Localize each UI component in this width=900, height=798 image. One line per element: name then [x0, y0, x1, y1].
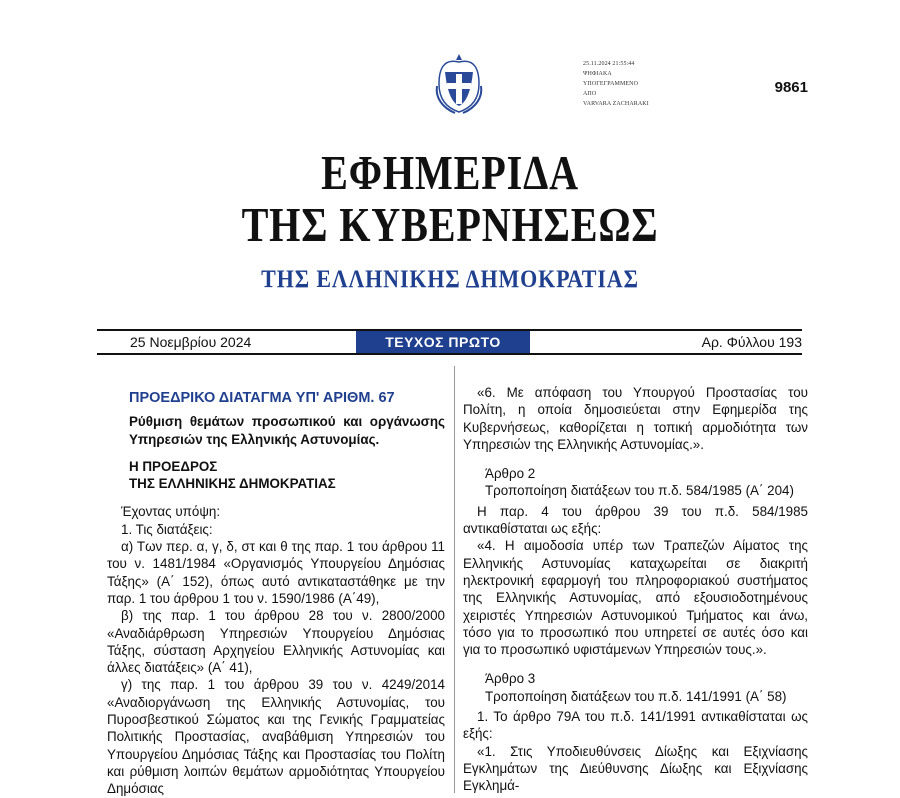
article-title: Άρθρο 2	[485, 466, 536, 482]
article-subtitle: Τροποποίηση διατάξεων του π.δ. 141/1991 (Α΄ 58)	[485, 688, 787, 704]
president-heading-1: Η ΠΡΟΕΔΡΟΣ	[129, 458, 218, 474]
issue-volume-badge: ΤΕΥΧΟΣ ΠΡΩΤΟ	[356, 331, 530, 353]
signature-line: ΨΗΦΙΑΚΑ	[583, 71, 612, 77]
having-regard: Έχοντας υπόψη:	[121, 504, 221, 520]
provision-item: β) της παρ. 1 του άρθρου 28 του ν. 2800/2000 «Αναδιάρθρωση Υπηρεσιών Υπουργείου Δημόσιας Τάξης, σύσταση Αρχηγείου Ελληνικής Αστυνομίας και άλλες διατάξεις» (Α΄ 41),	[107, 608, 445, 676]
masthead-title-line3: ΤΗΣ ΕΛΛΗΝΙΚΗΣ ΔΗΜΟΚΡΑΤΙΑΣ	[261, 266, 639, 293]
paragraph: «6. Με απόφαση του Υπουργού Προστασίας του Πολίτη, η οποία δημοσιεύεται στην Εφημερίδα της Κυβερνήσεως, καθορίζεται η τοπική αρμοδιότητα των Υπηρεσιών της Ελληνικής Αστυνομίας.».	[463, 385, 808, 452]
coat-of-arms-icon	[433, 50, 485, 116]
left-column	[107, 390, 445, 798]
decree-title: ΠΡΟΕΔΡΙΚΟ ΔΙΑΤΑΓΜΑ ΥΠ' ΑΡΙΘΜ. 67	[129, 390, 395, 406]
paragraph: Η παρ. 4 του άρθρου 39 του π.δ. 584/1985 αντικαθίσταται ως εξής:	[463, 503, 808, 537]
issue-date: 25 Νοεμβρίου 2024	[130, 334, 252, 350]
provision-item: γ) της παρ. 1 του άρθρου 39 του ν. 4249/2014 «Αναδιοργάνωση της Ελληνικής Αστυνομίας, του Πυροσβεστικού Σώματος και της Γενικής Γραμματείας Πολιτικής Προστασίας, αναβάθμιση Υπηρεσιών του Υπουργείου Δημόσιας Τάξης και Προστασίας του Πολίτη και ρύθμιση λοιπών θεμάτων αρμοδιότητας Υπουργείου Δημόσιας	[107, 677, 445, 797]
paragraph: «4. Η αιμοδοσία υπέρ των Τραπεζών Αίματος της Ελληνικής Αστυνομίας καταχωρείται σε διακριτή ηλεκτρονική εφαρμογή του πληροφοριακού συστήματος της Ελληνικής Αστυνομίας, από εξουσιοδοτημένους χειριστές Υπηρεσιών Αστυνομικού Τμήματος και άνω, τόσο για το προσωπικό που υπηρετεί σε αυτές όσο και για το προσωπικό υφιστάμενων Υπηρεσιών τους.».	[463, 538, 808, 658]
signature-timestamp: 25.11.2024 21:55:44	[583, 61, 635, 67]
article-subtitle: Τροποποίηση διατάξεων του π.δ. 584/1985 (Α΄ 204)	[485, 483, 794, 499]
issue-bar-bottom-rule	[97, 353, 802, 355]
page-number: 9861	[774, 79, 808, 96]
president-heading-2: ΤΗΣ ΕΛΛΗΝΙΚΗΣ ΔΗΜΟΚΡΑΤΙΑΣ	[129, 476, 336, 492]
provision-item: 1. Τις διατάξεις:	[121, 521, 213, 537]
paragraph: 1. Το άρθρο 79Α του π.δ. 141/1991 αντικαθίσταται ως εξής:	[463, 709, 808, 742]
issue-sheet-number: Αρ. Φύλλου 193	[701, 334, 802, 350]
signature-line: ΑΠΟ	[583, 91, 597, 97]
provision-item: α) Των περ. α, γ, δ, στ και θ της παρ. 1 του άρθρου 11 του ν. 1481/1984 «Οργανισμός Υπουργείου Δημόσιας Τάξης» (Α΄ 152), όπως αυτό αντικαταστάθηκε με την παρ. 1 του άρθρου 1 του ν. 1590/1986 (Α΄49),	[107, 539, 445, 606]
decree-subject: Ρύθμιση θεμάτων προσωπικού και οργάνωσης Υπηρεσιών της Ελληνικής Αστυνομίας.	[129, 414, 445, 447]
masthead-title-line1: ΕΦΗΜΕΡΙΔΑ	[321, 145, 579, 200]
masthead-title-line2: ΤΗΣ ΚΥΒΕΡΝΗΣΕΩΣ	[241, 197, 659, 252]
signature-line: ΥΠΟΓΕΓΡΑΜΜΕΝΟ	[583, 81, 639, 87]
right-column	[463, 384, 808, 795]
paragraph: «1. Στις Υποδιευθύνσεις Δίωξης και Εξιχνίασης Εγκλημάτων της Διεύθυνσης Δίωξης και Εξιχνίασης Εγκλημά-	[463, 743, 808, 794]
column-divider	[454, 366, 455, 793]
article-title: Άρθρο 3	[485, 671, 536, 687]
digital-signature	[583, 59, 649, 109]
signature-signer: VARVARA ZACHARAKI	[583, 101, 649, 107]
